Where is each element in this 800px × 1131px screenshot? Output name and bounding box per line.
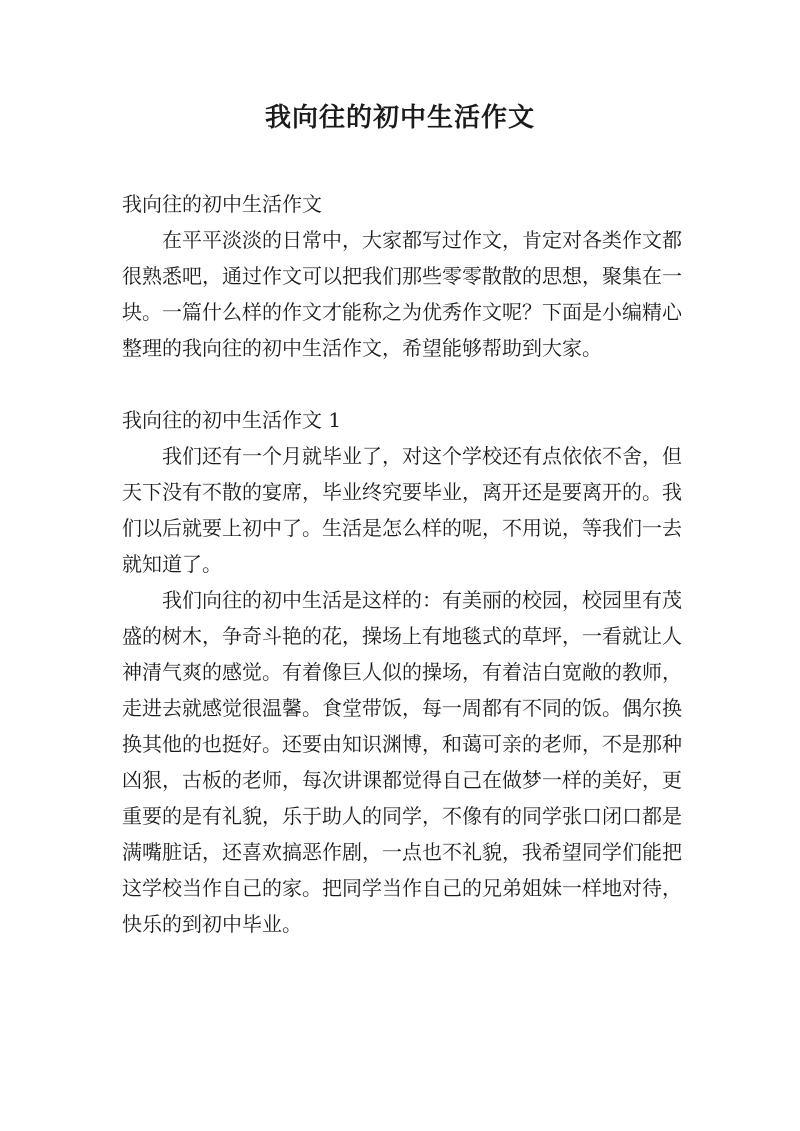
section-spacer <box>122 366 682 402</box>
intro-heading: 我向往的初中生活作文 <box>122 192 322 216</box>
document-body <box>122 186 682 942</box>
essay1-heading: 我向往的初中生活作文 1 <box>122 408 342 432</box>
essay1-paragraph-2: 我们向往的初中生活是这样的：有美丽的校园，校园里有茂盛的树木，争奇斗艳的花，操场上有地毯式的草坪，一看就让人神清气爽的感觉。有着像巨人似的操场，有着洁白宽敞的教师，走进去就感觉很温馨。食堂带饭，每一周都有不同的饭。偶尔换换其他的也挺好。还要由知识渊博，和蔼可亲的老师，不是那种凶狠，古板的老师，每次讲课都觉得自己在做梦一样的美好，更重要的是有礼貌，乐于助人的同学，不像有的同学张口闭口都是满嘴脏话，还喜欢搞恶作剧，一点也不礼貌，我希望同学们能把这学校当作自己的家。把同学当作自己的兄弟姐妹一样地对待，快乐的到初中毕业。 <box>122 588 682 936</box>
essay1-paragraph-1: 我们还有一个月就毕业了，对这个学校还有点依依不舍，但天下没有不散的宴席，毕业终究要毕业，离开还是要离开的。我们以后就要上初中了。生活是怎么样的呢，不用说，等我们一去就知道了。 <box>122 444 682 576</box>
document-title: 我向往的初中生活作文 <box>264 103 535 133</box>
intro-paragraph: 在平平淡淡的日常中，大家都写过作文，肯定对各类作文都很熟悉吧，通过作文可以把我们那些零零散散的思想，聚集在一块。一篇什么样的作文才能称之为优秀作文呢？下面是小编精心整理的我向往的初中生活作文，希望能够帮助到大家。 <box>122 228 682 360</box>
